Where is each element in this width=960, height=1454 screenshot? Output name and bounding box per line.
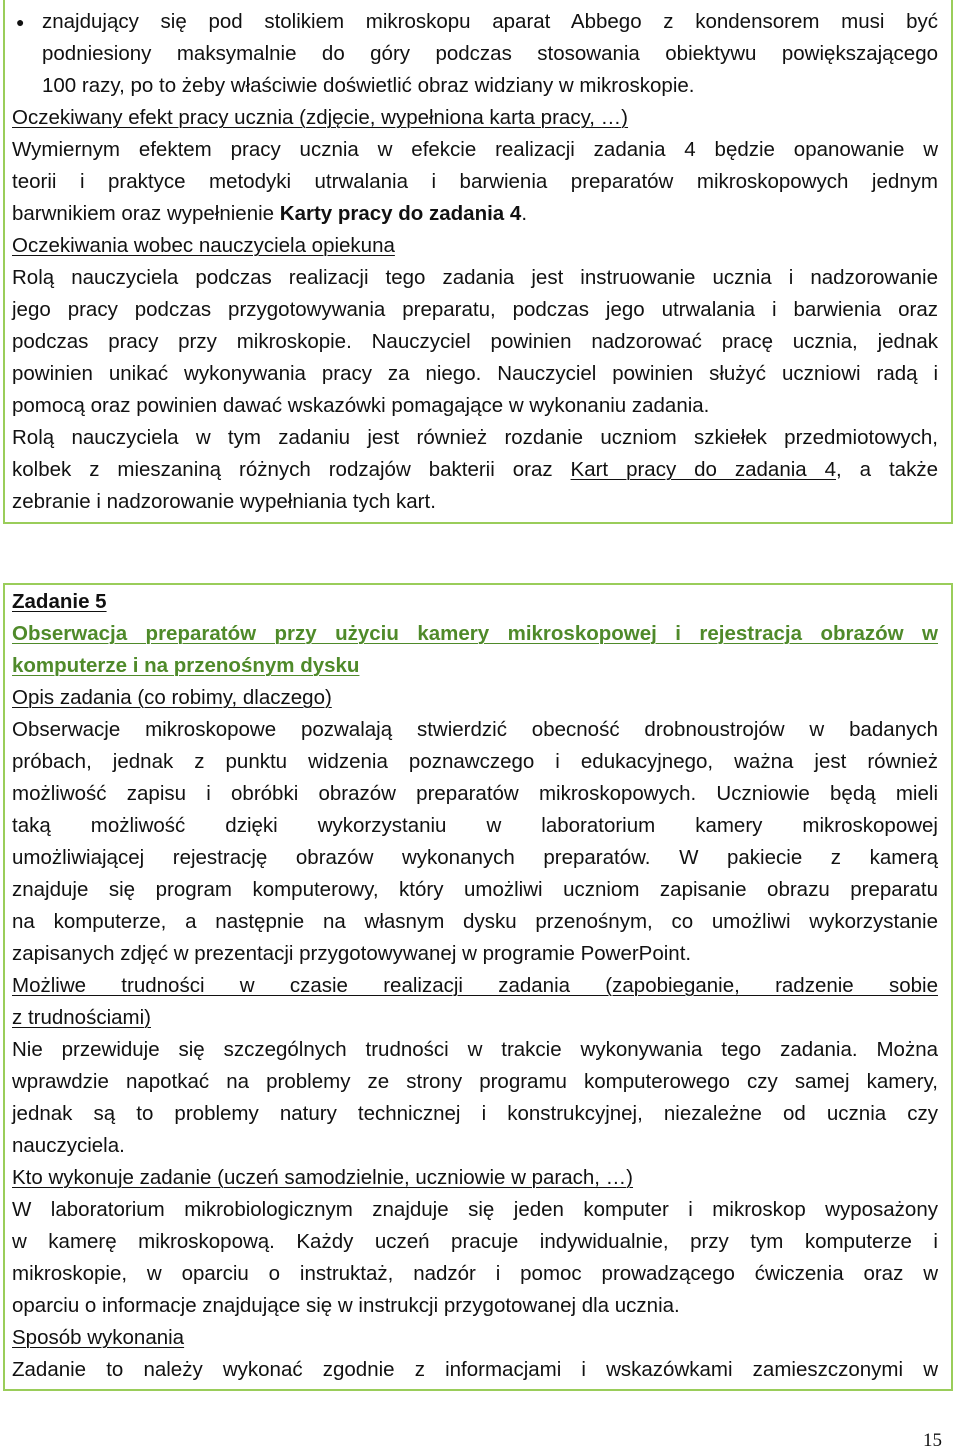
- heading-difficulties-text-2: z trudnościami): [12, 1006, 151, 1029]
- effect-line-3-suffix: .: [521, 202, 528, 225]
- work-card-bold: Karty pracy do zadania 4: [279, 202, 522, 225]
- heading-teacher-text: Oczekiwania wobec nauczyciela opiekuna: [12, 234, 395, 257]
- heading-teacher-expectations: [12, 234, 938, 258]
- effect-line-1: Wymiernym efektem pracy ucznia w efekcie realizacji zadania 4 będzie opanowanie w: [12, 138, 938, 161]
- teacher-line-3: podczas pracy przy mikroskopie. Nauczyciel powinien nadzorować pracę ucznia, jednak: [12, 330, 938, 353]
- task-title-text: Zadanie 5: [12, 590, 107, 613]
- task-subtitle-text-1: Obserwacja preparatów przy użyciu kamery mikroskopowej i rejestracja obrazów w: [12, 622, 938, 645]
- teacher-line-7-suffix: , a także: [836, 458, 938, 481]
- who-line-3: mikroskopie, w oparciu o instruktaż, nadzór i pomoc prowadzącego ćwiczenia oraz w: [12, 1262, 938, 1285]
- description-line-1: Obserwacje mikroskopowe pozwalają stwierdzić obecność drobnoustrojów w badanych: [12, 718, 938, 741]
- heading-description-text: Opis zadania (co robimy, dlaczego): [12, 686, 332, 709]
- description-line-6: znajduje się program komputerowy, który umożliwi uczniom zapisanie obrazu preparatu: [12, 878, 938, 901]
- heading-difficulties-line-2: [12, 1006, 938, 1030]
- heading-method-text: Sposób wykonania: [12, 1326, 185, 1349]
- task-subtitle-line-1: [12, 622, 938, 646]
- effect-line-3-prefix: barwnikiem oraz wypełnienie: [12, 202, 280, 225]
- task-title: [12, 590, 938, 614]
- heading-who: [12, 1166, 938, 1190]
- who-line-1: W laboratorium mikrobiologicznym znajduje się jeden komputer i mikroskop wyposażony: [12, 1198, 938, 1221]
- teacher-line-1: Rolą nauczyciela podczas realizacji tego zadania jest instruowanie ucznia i nadzorowanie: [12, 266, 938, 289]
- bullet-line-3: 100 razy, po to żeby właściwie doświetlić obraz widziany w mikroskopie.: [42, 74, 695, 97]
- heading-method: [12, 1326, 938, 1350]
- who-line-4: oparciu o informacje znajdujące się w instrukcji przygotowanej dla ucznia.: [12, 1294, 680, 1317]
- teacher-line-7-prefix: kolbek z mieszaniną różnych rodzajów bakterii oraz: [12, 458, 571, 481]
- who-line-2: w kamerę mikroskopową. Każdy uczeń pracuje indywidualnie, przy tym komputerze i: [12, 1230, 938, 1253]
- effect-line-2: teorii i praktyce metodyki utrwalania i barwienia preparatów mikroskopowych jednym: [12, 170, 938, 193]
- description-line-4: taką możliwość dzięki wykorzystaniu w laboratorium kamery mikroskopowej: [12, 814, 938, 837]
- bullet-line-2: podniesiony maksymalnie do góry podczas stosowania obiektywu powiększającego: [42, 42, 938, 65]
- description-line-5: umożliwiającej rejestrację obrazów wykonanych preparatów. W pakiecie z kamerą: [12, 846, 938, 869]
- heading-who-text: Kto wykonuje zadanie (uczeń samodzielnie, uczniowie w parach, …): [12, 1166, 634, 1189]
- task-subtitle-line-2: [12, 654, 938, 678]
- bullet-line-1: znajdujący się pod stolikiem mikroskopu aparat Abbego z kondensorem musi być: [42, 10, 938, 33]
- description-line-8: zapisanych zdjęć w prezentacji przygotowywanej w programie PowerPoint.: [12, 942, 692, 965]
- teacher-line-4: powinien unikać wykonywania pracy za niego. Nauczyciel powinien służyć uczniowi radą i: [12, 362, 938, 385]
- teacher-line-5: pomocą oraz powinien dawać wskazówki pomagające w wykonaniu zadania.: [12, 394, 710, 417]
- teacher-line-2: jego pracy podczas przygotowywania preparatu, podczas jego utrwalania i barwienia oraz: [12, 298, 938, 321]
- method-line-1: Zadanie to należy wykonać zgodnie z informacjami i wskazówkami zamieszczonymi w: [12, 1358, 938, 1381]
- description-line-2: próbach, jednak z punktu widzenia poznawczego i edukacyjnego, ważna jest również: [12, 750, 938, 773]
- bullet-icon: ●: [16, 14, 25, 30]
- heading-expected-text: Oczekiwany efekt pracy ucznia (zdjęcie, wypełniona karta pracy, …): [12, 106, 629, 129]
- page-number: 15: [923, 1430, 942, 1451]
- description-line-7: na komputerze, a następnie na własnym dysku przenośnym, co umożliwi wykorzystanie: [12, 910, 938, 933]
- difficulties-line-2: wprawdzie napotkać na problemy ze strony programu komputerowego czy samej kamery,: [12, 1070, 938, 1093]
- difficulties-line-1: Nie przewiduje się szczególnych trudności w trakcie wykonywania tego zadania. Można: [12, 1038, 938, 1061]
- heading-difficulties-line-1: [12, 974, 938, 998]
- heading-expected-effect: [12, 106, 938, 130]
- teacher-line-7: [12, 458, 938, 482]
- heading-description: [12, 686, 938, 710]
- effect-line-3: [12, 202, 938, 226]
- description-line-3: możliwość zapisu i obróbki obrazów preparatów mikroskopowych. Uczniowie będą mieli: [12, 782, 938, 805]
- teacher-line-6: Rolą nauczyciela w tym zadaniu jest również rozdanie uczniom szkiełek przedmiotowych,: [12, 426, 938, 449]
- difficulties-line-3: jednak są to problemy natury technicznej i konstrukcyjnej, niezależne od ucznia czy: [12, 1102, 938, 1125]
- work-cards-link[interactable]: Kart pracy do zadania 4: [570, 458, 837, 481]
- heading-difficulties-text-1: Możliwe trudności w czasie realizacji zadania (zapobieganie, radzenie sobie: [12, 974, 938, 997]
- teacher-line-8: zebranie i nadzorowanie wypełniania tych kart.: [12, 490, 436, 513]
- difficulties-line-4: nauczyciela.: [12, 1134, 125, 1157]
- task-subtitle-text-2: komputerze i na przenośnym dysku: [12, 654, 360, 677]
